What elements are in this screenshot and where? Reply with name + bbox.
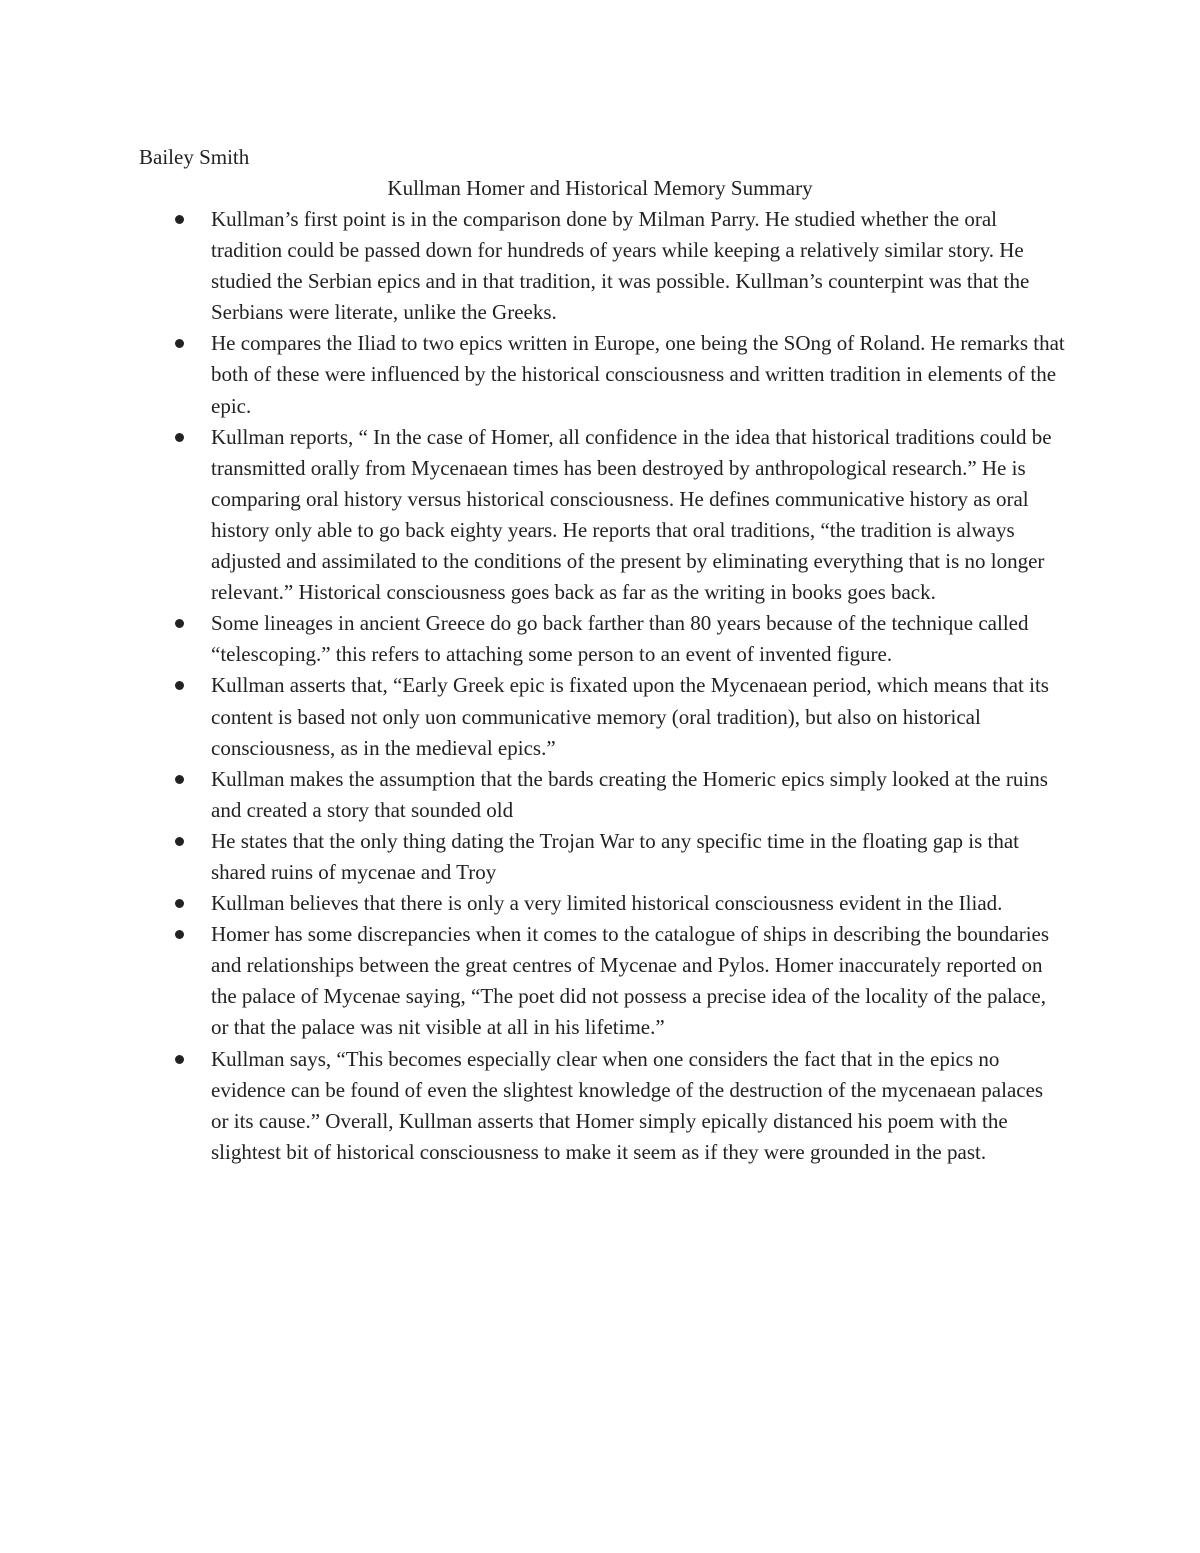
document-title: Kullman Homer and Historical Memory Summary [387,176,813,200]
bullet-text: Homer has some discrepancies when it comes to the catalogue of ships in describing the boundaries and relationships between the great centres of Mycenae and Pylos. Homer inaccurately reported on the palace of Mycenae saying, “The poet did not possess a precise idea of the locality of the palace, or that the palace was nit visible at all in his lifetime.” [211,922,1050,1040]
bullet-text: He compares the Iliad to two epics written in Europe, one being the SOng of Roland. He remarks that both of these were influenced by the historical consciousness and written tradition in elements of the epic. [211,331,1065,418]
bullet-text: Kullman says, “This becomes especially clear when one considers the fact that in the epics no evidence can be found of even the slightest knowledge of the destruction of the mycenaean palaces or its cause.” Overall, Kullman asserts that Homer simply epically distanced his poem with the slightest bit of historical consciousness to make it seem as if they were grounded in the past. [211,1046,1044,1164]
author-name: Bailey Smith [139,145,250,169]
bullet-item [0,888,1200,919]
bullet-icon [175,930,184,939]
bullet-text: Kullman believes that there is only a very limited historical consciousness evident in the Iliad. [211,891,1003,916]
bullet-icon [175,1055,184,1064]
bullet-text: Kullman makes the assumption that the bards creating the Homeric epics simply looked at the ruins and created a story that sounded old [211,766,1048,822]
bullet-item [0,670,1200,763]
bullet-icon [175,681,184,690]
bullet-icon [175,775,184,784]
bullet-item [0,422,1200,609]
bullet-icon [175,899,184,908]
summary-bullet-list [0,204,1200,1168]
bullet-text: He states that the only thing dating the Trojan War to any specific time in the floating gap is that shared ruins of mycenae and Troy [211,828,1020,884]
bullet-icon [175,619,184,628]
bullet-text: Some lineages in ancient Greece do go back farther than 80 years because of the technique called “telescoping.” this refers to attaching some person to an event of invented figure. [211,611,1029,667]
bullet-item [0,204,1200,328]
bullet-item [0,764,1200,826]
bullet-item [0,608,1200,670]
bullet-item [0,826,1200,888]
bullet-icon [175,215,184,224]
bullet-text: Kullman asserts that, “Early Greek epic is fixated upon the Mycenaean period, which means that its content is based not only uon communicative memory (oral tradition), but also on historical consciousness, as in the medieval epics.” [211,673,1049,760]
bullet-item [0,1044,1200,1168]
bullet-text: Kullman’s first point is in the comparison done by Milman Parry. He studied whether the oral tradition could be passed down for hundreds of years while keeping a relatively similar story. He studied the Serbian epics and in that tradition, it was possible. Kullman’s counterpint was that the Serbians were literate, unlike the Greeks. [211,207,1030,325]
bullet-text: Kullman reports, “ In the case of Homer, all confidence in the idea that historical traditions could be transmitted orally from Mycenaean times has been destroyed by anthropological research.” He is comparing oral history versus historical consciousness. He defines communicative history as oral history only able to go back eighty years. He reports that oral traditions, “the tradition is always adjusted and assimilated to the conditions of the present by eliminating everything that is no longer relevant.” Historical consciousness goes back as far as the writing in books goes back. [211,424,1052,605]
bullet-item [0,919,1200,1043]
bullet-icon [175,433,184,442]
bullet-item [0,328,1200,421]
bullet-icon [175,339,184,348]
bullet-icon [175,837,184,846]
